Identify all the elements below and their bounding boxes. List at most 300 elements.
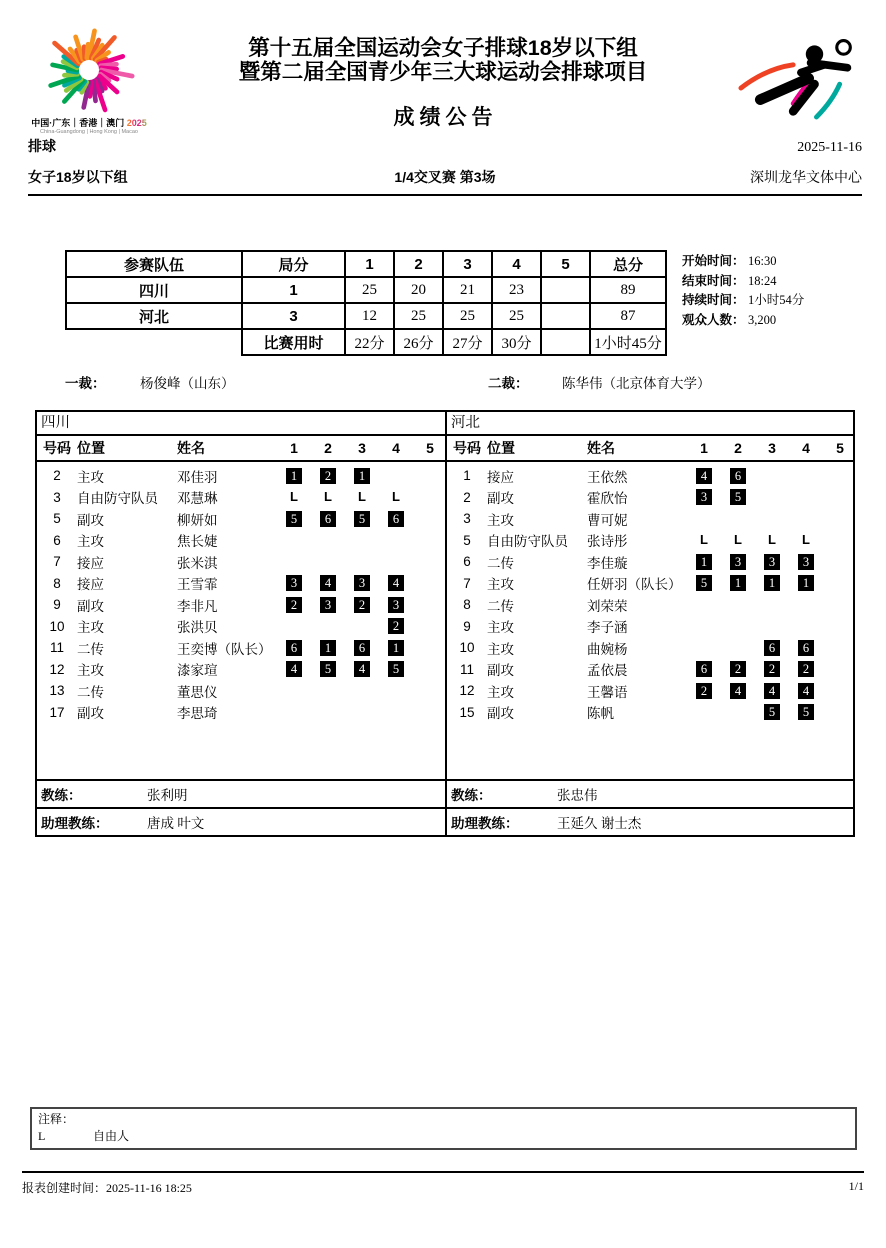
match-info-block xyxy=(682,252,804,330)
games-logo-year: 2025 xyxy=(126,118,147,128)
player-set-cell xyxy=(345,511,379,527)
player-number: 3 xyxy=(463,511,471,527)
rotation-badge: 1 xyxy=(696,554,712,570)
player-set-cell xyxy=(311,468,345,484)
player-row xyxy=(37,465,445,487)
set-score-cell: 20 xyxy=(394,277,443,303)
player-set-cell xyxy=(755,575,789,591)
player-set-cell xyxy=(755,554,789,570)
player-row xyxy=(447,573,853,595)
set-score-cell: 25 xyxy=(345,277,394,303)
rotation-badge: 4 xyxy=(798,683,814,699)
col-set-3: 3 xyxy=(358,440,366,456)
col-set-5: 5 xyxy=(426,440,434,456)
report-created-time: 报表创建时间：2025-11-16 18:25 xyxy=(22,1181,192,1195)
player-position: 接应 xyxy=(77,577,104,593)
score-header-cell: 2 xyxy=(394,251,443,277)
rotation-badge: 3 xyxy=(764,554,780,570)
rotation-badge: 3 xyxy=(388,597,404,613)
libero-mark: L xyxy=(324,489,332,505)
player-row xyxy=(37,637,445,659)
match-info-value: 3,200 xyxy=(747,312,777,327)
player-name: 董思仪 xyxy=(177,684,218,700)
player-position: 主攻 xyxy=(77,620,104,636)
sets-won-cell: 3 xyxy=(242,303,345,329)
player-name: 焦长婕 xyxy=(177,534,218,550)
player-name: 王馨语 xyxy=(587,684,628,700)
player-set-cell xyxy=(345,489,379,505)
match-info-line xyxy=(682,252,804,272)
notes-title: 注释： xyxy=(38,1112,75,1126)
col-set-5: 5 xyxy=(836,440,844,456)
col-position: 位置 xyxy=(77,440,105,456)
player-name: 李子涵 xyxy=(587,620,628,636)
col-number: 号码 xyxy=(43,440,71,456)
referees-row xyxy=(65,372,825,392)
team-name-cell: 河北 xyxy=(66,303,242,329)
player-set-cell xyxy=(379,511,413,527)
player-number: 6 xyxy=(463,554,471,570)
rotation-badge: 2 xyxy=(798,661,814,677)
coach-name: 张利明 xyxy=(147,788,188,803)
player-row xyxy=(37,659,445,681)
player-name: 刘荣荣 xyxy=(587,598,628,614)
rotation-badge: 2 xyxy=(696,683,712,699)
col-set-2: 2 xyxy=(324,440,332,456)
col-set-3: 3 xyxy=(768,440,776,456)
player-name: 邓慧琳 xyxy=(177,491,218,507)
rotation-badge: 4 xyxy=(388,575,404,591)
player-set-cell xyxy=(311,575,345,591)
sets-won-cell: 1 xyxy=(242,277,345,303)
player-set-cell xyxy=(789,554,823,570)
player-name: 李思琦 xyxy=(177,706,218,722)
player-position: 主攻 xyxy=(487,512,514,528)
games-logo-caption: 中国·广东｜香港｜澳门 2025 xyxy=(31,118,147,128)
libero-mark: L xyxy=(358,489,366,505)
player-row xyxy=(447,616,853,638)
player-set-cell xyxy=(345,640,379,656)
meta-row-2 xyxy=(28,167,862,187)
player-row xyxy=(447,680,853,702)
rotation-badge: 1 xyxy=(388,640,404,656)
player-name: 李非凡 xyxy=(177,598,218,614)
player-position: 二传 xyxy=(487,555,514,571)
meta-row-1 xyxy=(28,136,862,156)
coach-label: 教练： xyxy=(41,788,82,803)
match-info-value: 1小时54分 xyxy=(747,293,805,307)
col-set-2: 2 xyxy=(734,440,742,456)
rotation-badge: 5 xyxy=(320,661,336,677)
rotation-badge: 1 xyxy=(730,575,746,591)
rotation-badge: 2 xyxy=(286,597,302,613)
player-row xyxy=(37,594,445,616)
footer-rule xyxy=(22,1171,864,1173)
rotation-badge: 5 xyxy=(696,575,712,591)
player-name: 张诗彤 xyxy=(587,534,628,550)
competition-title-line2: 暨第二届全国青少年三大球运动会排球项目 xyxy=(238,60,648,84)
libero-mark: L xyxy=(290,489,298,505)
rotation-badge: 2 xyxy=(354,597,370,613)
blank-cell xyxy=(66,329,242,355)
match-info-value: 18:24 xyxy=(747,273,777,288)
match-info-label: 结束时间： xyxy=(682,273,748,288)
libero-mark: L xyxy=(734,532,742,548)
rotation-badge: 6 xyxy=(320,511,336,527)
coach-row xyxy=(447,779,853,807)
player-row xyxy=(447,465,853,487)
rotation-badge: 6 xyxy=(764,640,780,656)
team-name: 四川 xyxy=(37,412,445,436)
col-set-4: 4 xyxy=(802,440,810,456)
player-position: 接应 xyxy=(77,555,104,571)
player-number: 10 xyxy=(459,640,475,656)
player-name: 王奕博（队长） xyxy=(177,641,272,657)
player-set-cell xyxy=(789,532,823,548)
player-set-cell xyxy=(687,575,721,591)
coach-label: 教练： xyxy=(451,788,492,803)
duration-row xyxy=(66,329,666,355)
player-set-cell xyxy=(379,661,413,677)
col-number: 号码 xyxy=(453,440,481,456)
player-name: 任妍羽（队长） xyxy=(587,577,682,593)
assistant-coach-row xyxy=(37,807,445,835)
rotation-badge: 6 xyxy=(730,468,746,484)
score-header-cell: 4 xyxy=(492,251,541,277)
libero-mark: L xyxy=(768,532,776,548)
player-set-cell xyxy=(311,661,345,677)
player-set-cell xyxy=(345,575,379,591)
player-set-cell xyxy=(721,575,755,591)
libero-mark: L xyxy=(700,532,708,548)
assistant-coach-label: 助理教练： xyxy=(451,816,519,831)
set-score-cell: 25 xyxy=(443,303,492,329)
player-row xyxy=(37,573,445,595)
rotation-badge: 5 xyxy=(798,704,814,720)
player-set-cell xyxy=(277,511,311,527)
player-row xyxy=(37,508,445,530)
notes-line xyxy=(38,1128,849,1145)
player-row xyxy=(447,508,853,530)
player-position: 主攻 xyxy=(487,620,514,636)
player-number: 13 xyxy=(49,683,65,699)
set-score-cell: 12 xyxy=(345,303,394,329)
score-header-row xyxy=(66,251,666,277)
rotation-badge: 5 xyxy=(388,661,404,677)
rotation-badge: 1 xyxy=(354,468,370,484)
assistant-coach-names: 唐成 叶文 xyxy=(147,816,205,831)
score-header-cell: 总分 xyxy=(590,251,666,277)
player-position: 主攻 xyxy=(487,577,514,593)
score-table xyxy=(65,250,667,356)
player-name: 张米淇 xyxy=(177,555,218,571)
player-row xyxy=(447,702,853,724)
player-position: 自由防守队员 xyxy=(77,491,158,507)
rotation-badge: 3 xyxy=(286,575,302,591)
score-team-row xyxy=(66,277,666,303)
player-set-cell xyxy=(277,489,311,505)
score-team-row xyxy=(66,303,666,329)
player-number: 7 xyxy=(463,575,471,591)
round-label: 1/4交叉赛 第3场 xyxy=(394,169,496,185)
roster-header xyxy=(37,436,445,462)
player-row xyxy=(447,530,853,552)
rotation-badge: 5 xyxy=(730,489,746,505)
player-set-cell xyxy=(311,489,345,505)
rotation-badge: 2 xyxy=(388,618,404,634)
player-position: 接应 xyxy=(487,469,514,485)
player-set-cell xyxy=(789,683,823,699)
player-name: 陈帆 xyxy=(587,706,614,722)
player-set-cell xyxy=(789,704,823,720)
player-position: 主攻 xyxy=(77,534,104,550)
rotation-badge: 1 xyxy=(798,575,814,591)
score-header-cell: 1 xyxy=(345,251,394,277)
player-number: 1 xyxy=(463,468,471,484)
rotation-badge: 6 xyxy=(388,511,404,527)
player-number: 8 xyxy=(463,597,471,613)
player-set-cell xyxy=(277,468,311,484)
team-rosters xyxy=(35,410,855,837)
col-set-1: 1 xyxy=(700,440,708,456)
player-set-cell xyxy=(755,640,789,656)
match-meta xyxy=(28,136,862,196)
match-info-line xyxy=(682,311,804,331)
player-set-cell xyxy=(721,468,755,484)
player-name: 邓佳羽 xyxy=(177,469,218,485)
player-set-cell xyxy=(789,575,823,591)
player-number: 9 xyxy=(53,597,61,613)
player-set-cell xyxy=(379,575,413,591)
player-number: 3 xyxy=(53,489,61,505)
player-set-cell xyxy=(755,661,789,677)
player-position: 主攻 xyxy=(77,663,104,679)
set-duration-cell: 22分 xyxy=(345,329,394,355)
player-number: 8 xyxy=(53,575,61,591)
rotation-badge: 3 xyxy=(798,554,814,570)
player-row xyxy=(447,487,853,509)
player-number: 11 xyxy=(49,640,64,656)
player-set-cell xyxy=(379,618,413,634)
rotation-badge: 6 xyxy=(696,661,712,677)
player-name: 曲婉杨 xyxy=(587,641,628,657)
rotation-badge: 3 xyxy=(730,554,746,570)
player-number: 5 xyxy=(463,532,471,548)
page-number: 1/1 xyxy=(848,1179,864,1193)
title-block xyxy=(0,36,886,131)
player-set-cell xyxy=(755,532,789,548)
player-number: 12 xyxy=(49,661,65,677)
player-position: 主攻 xyxy=(487,684,514,700)
libero-symbol: L xyxy=(38,1129,46,1143)
match-info-label: 开始时间： xyxy=(682,254,748,268)
player-set-cell xyxy=(345,661,379,677)
set-score-cell: 25 xyxy=(492,303,541,329)
player-number: 10 xyxy=(49,618,65,634)
player-number: 12 xyxy=(459,683,475,699)
player-set-cell xyxy=(379,489,413,505)
player-position: 主攻 xyxy=(77,469,104,485)
player-set-cell xyxy=(755,683,789,699)
total-duration-cell: 1小时45分 xyxy=(590,329,666,355)
games-logo-caption-en: China-Guangdong | Hong Kong | Macao xyxy=(40,129,138,135)
player-set-cell xyxy=(721,554,755,570)
player-name: 柳妍如 xyxy=(177,512,218,528)
libero-mark: L xyxy=(392,489,400,505)
player-row xyxy=(447,637,853,659)
player-set-cell xyxy=(379,640,413,656)
player-set-cell xyxy=(311,511,345,527)
rotation-badge: 5 xyxy=(764,704,780,720)
player-row xyxy=(37,551,445,573)
player-set-cell xyxy=(755,704,789,720)
rotation-badge: 4 xyxy=(320,575,336,591)
col-name: 姓名 xyxy=(587,440,615,456)
team-panel-sichuan xyxy=(37,412,445,835)
col-set-4: 4 xyxy=(392,440,400,456)
libero-mark: L xyxy=(802,532,810,548)
player-position: 副攻 xyxy=(77,706,104,722)
player-number: 5 xyxy=(53,511,61,527)
player-set-cell xyxy=(345,468,379,484)
match-info-line xyxy=(682,272,804,292)
match-info-label: 持续时间： xyxy=(682,293,748,307)
rotation-badge: 3 xyxy=(696,489,712,505)
col-name: 姓名 xyxy=(177,440,205,456)
player-row xyxy=(447,551,853,573)
rotation-badge: 1 xyxy=(764,575,780,591)
col-position: 位置 xyxy=(487,440,515,456)
player-set-cell xyxy=(687,532,721,548)
player-position: 主攻 xyxy=(487,641,514,657)
player-set-cell xyxy=(721,489,755,505)
player-name: 孟依晨 xyxy=(587,663,628,679)
footer xyxy=(22,1179,864,1196)
player-position: 二传 xyxy=(487,598,514,614)
player-position: 副攻 xyxy=(77,512,104,528)
rotation-badge: 4 xyxy=(730,683,746,699)
competition-title-line1: 第十五届全国运动会女子排球18岁以下组 xyxy=(248,36,638,60)
rotation-badge: 3 xyxy=(354,575,370,591)
player-name: 王雪霏 xyxy=(177,577,218,593)
rotation-badge: 1 xyxy=(320,640,336,656)
player-set-cell xyxy=(277,597,311,613)
coach-row xyxy=(37,779,445,807)
player-set-cell xyxy=(721,683,755,699)
total-points-cell: 87 xyxy=(590,303,666,329)
set-score-cell xyxy=(541,277,590,303)
duration-label-cell: 比赛用时 xyxy=(242,329,345,355)
score-header-cell: 5 xyxy=(541,251,590,277)
set-duration-cell xyxy=(541,329,590,355)
rotation-badge: 6 xyxy=(354,640,370,656)
team-panel-hebei xyxy=(445,412,853,835)
assistant-coach-names: 王延久 谢士杰 xyxy=(557,816,642,831)
set-score-cell: 21 xyxy=(443,277,492,303)
player-row xyxy=(37,702,445,724)
rotation-badge: 4 xyxy=(764,683,780,699)
team-name-cell: 四川 xyxy=(66,277,242,303)
player-name: 张洪贝 xyxy=(177,620,218,636)
team-name: 河北 xyxy=(447,412,853,436)
player-set-cell xyxy=(277,640,311,656)
player-row xyxy=(37,616,445,638)
player-set-cell xyxy=(345,597,379,613)
player-row xyxy=(447,594,853,616)
set-duration-cell: 26分 xyxy=(394,329,443,355)
rotation-badge: 6 xyxy=(798,640,814,656)
player-number: 6 xyxy=(53,532,61,548)
match-date: 2025-11-16 xyxy=(797,140,862,155)
player-number: 2 xyxy=(53,468,61,484)
rotation-badge: 4 xyxy=(286,661,302,677)
rotation-badge: 2 xyxy=(764,661,780,677)
rotation-badge: 2 xyxy=(320,468,336,484)
roster-header xyxy=(447,436,853,462)
score-header-cell: 3 xyxy=(443,251,492,277)
match-info-line xyxy=(682,291,804,311)
rotation-badge: 4 xyxy=(354,661,370,677)
player-set-cell xyxy=(311,597,345,613)
rotation-badge: 5 xyxy=(286,511,302,527)
col-set-1: 1 xyxy=(290,440,298,456)
player-name: 李佳璇 xyxy=(587,555,628,571)
player-set-cell xyxy=(277,575,311,591)
notes-box xyxy=(30,1107,857,1150)
assistant-coach-row xyxy=(447,807,853,835)
player-position: 副攻 xyxy=(77,598,104,614)
player-row xyxy=(37,487,445,509)
player-set-cell xyxy=(687,468,721,484)
player-set-cell xyxy=(687,683,721,699)
player-position: 副攻 xyxy=(487,706,514,722)
player-name: 漆家瑄 xyxy=(177,663,218,679)
player-number: 9 xyxy=(463,618,471,634)
player-set-cell xyxy=(277,661,311,677)
rotation-badge: 3 xyxy=(320,597,336,613)
assistant-coach-label: 助理教练： xyxy=(41,816,109,831)
score-header-cell: 局分 xyxy=(242,251,345,277)
rotation-badge: 5 xyxy=(354,511,370,527)
player-row xyxy=(447,659,853,681)
player-name: 王依然 xyxy=(587,469,628,485)
player-position: 自由防守队员 xyxy=(487,534,568,550)
sport-label: 排球 xyxy=(28,138,56,154)
player-position: 副攻 xyxy=(487,663,514,679)
roster-body xyxy=(37,462,445,779)
player-number: 17 xyxy=(49,704,65,720)
player-set-cell xyxy=(687,489,721,505)
player-position: 二传 xyxy=(77,684,104,700)
player-set-cell xyxy=(721,661,755,677)
player-set-cell xyxy=(687,661,721,677)
player-number: 11 xyxy=(459,661,474,677)
rotation-badge: 2 xyxy=(730,661,746,677)
coach-name: 张忠伟 xyxy=(557,788,598,803)
player-row xyxy=(37,530,445,552)
second-referee-name: 陈华伟（北京体育大学） xyxy=(562,376,711,391)
player-set-cell xyxy=(311,640,345,656)
rotation-badge: 6 xyxy=(286,640,302,656)
match-info-value: 16:30 xyxy=(747,254,777,268)
first-referee-label: 一裁： xyxy=(65,376,106,391)
player-set-cell xyxy=(789,640,823,656)
match-info-label: 观众人数： xyxy=(682,312,748,327)
group-label: 女子18岁以下组 xyxy=(28,169,128,185)
player-number: 15 xyxy=(459,704,475,720)
roster-body xyxy=(447,462,853,779)
bulletin-subtitle: 成绩公告 xyxy=(393,105,498,129)
